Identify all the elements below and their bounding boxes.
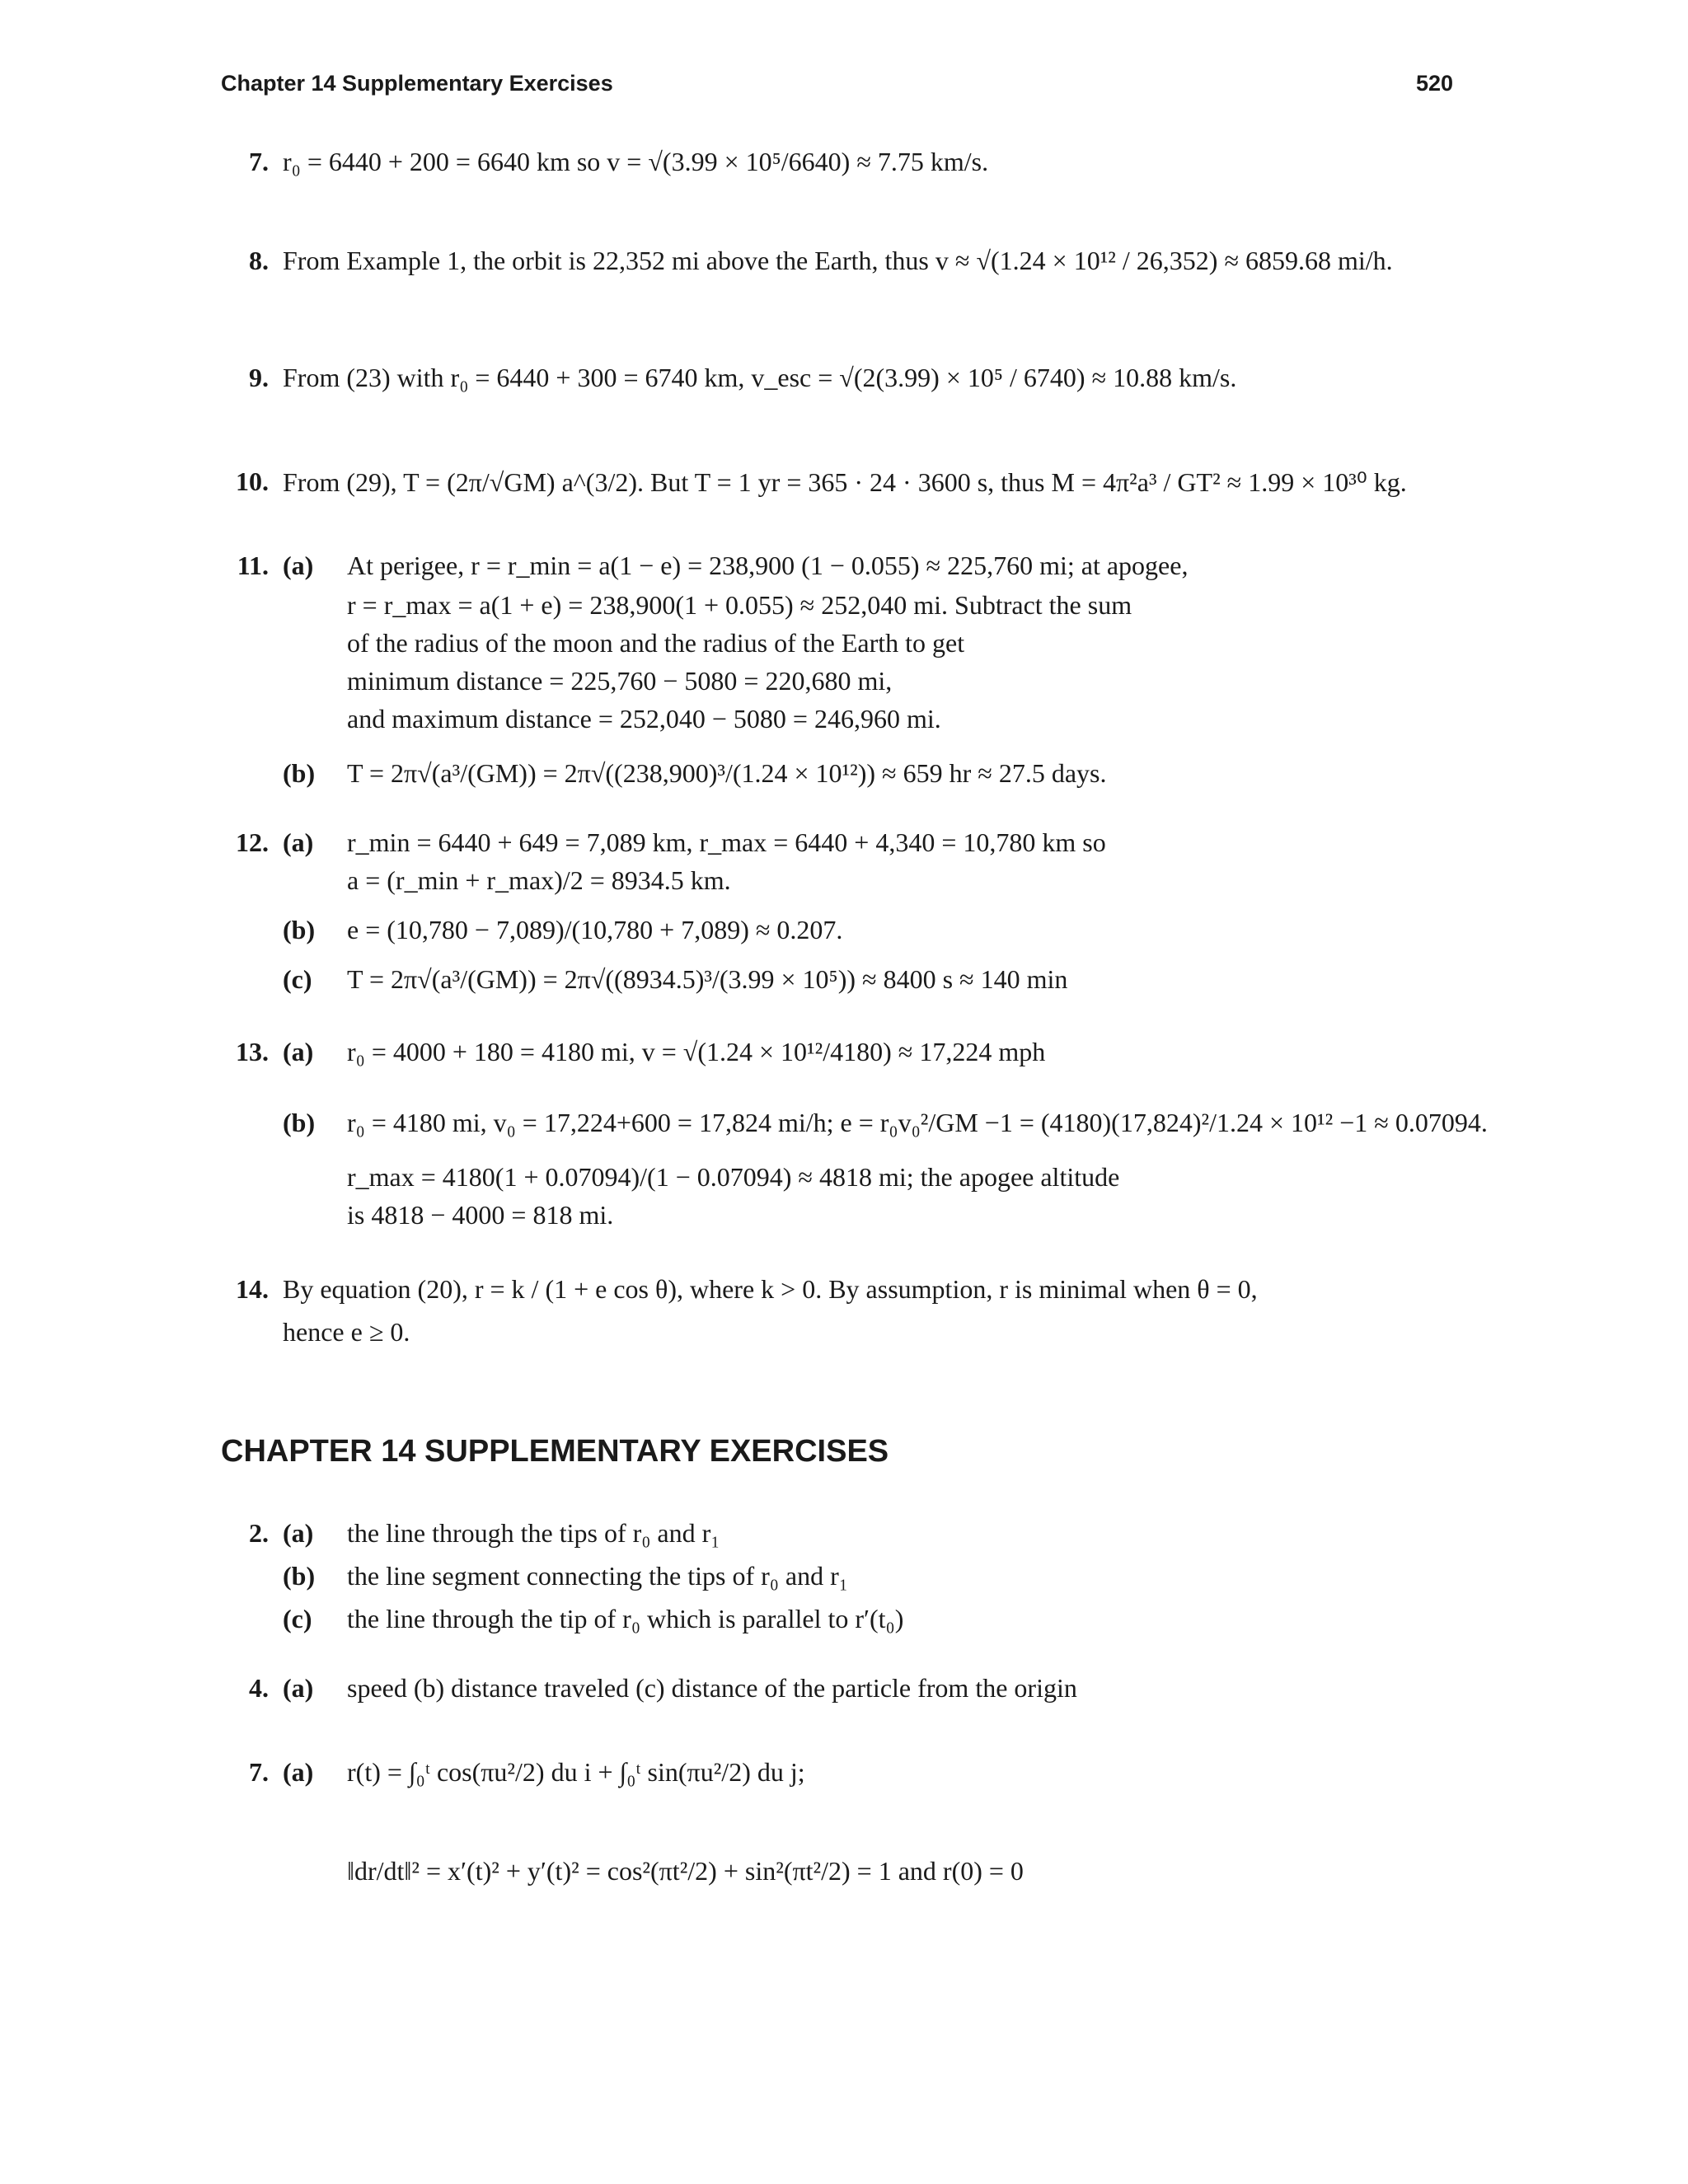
solution-text: r(t) = ∫₀ᵗ cos(πu²/2) du i + ∫₀ᵗ sin(πu²/2) du j;: [347, 1757, 805, 1787]
solution-text: From Example 1, the orbit is 22,352 mi above the Earth, thus v ≈ √(1.24 × 10¹² / 26,352) ≈ 6859.68 mi/h.: [283, 246, 1393, 275]
part-label: (a): [283, 1757, 314, 1787]
running-header-title: Chapter 14 Supplementary Exercises: [221, 71, 613, 96]
solution-text: r₀ = 4180 mi, v₀ = 17,224+600 = 17,824 mi/h; e = r₀v₀²/GM −1 = (4180)(17,824)²/1.24 × 10¹² −1 ≈ 0.07094.: [347, 1108, 1488, 1137]
part-label: (a): [283, 1518, 314, 1548]
exercise-number: 7.: [249, 147, 269, 176]
part-label: (b): [283, 915, 316, 944]
solution-text: a = (r_min + r_max)/2 = 8934.5 km.: [347, 865, 731, 895]
part-label: (a): [283, 1037, 314, 1066]
solution-text: speed (b) distance traveled (c) distance of the particle from the origin: [347, 1673, 1077, 1703]
part-label: (a): [283, 551, 314, 580]
exercise-number: 9.: [249, 363, 269, 392]
exercise-number: 4.: [249, 1673, 269, 1703]
solution-text: T = 2π√(a³/(GM)) = 2π√((238,900)³/(1.24 × 10¹²)) ≈ 659 hr ≈ 27.5 days.: [347, 758, 1107, 788]
exercise-number: 14.: [236, 1274, 269, 1304]
solution-text: of the radius of the moon and the radius of the Earth to get: [347, 628, 965, 658]
solution-text: r₀ = 6440 + 200 = 6640 km so v = √(3.99 × 10⁵/6640) ≈ 7.75 km/s.: [283, 147, 989, 176]
solution-text: minimum distance = 225,760 − 5080 = 220,680 mi,: [347, 666, 893, 696]
solution-text: is 4818 − 4000 = 818 mi.: [347, 1200, 614, 1230]
solution-text: At perigee, r = r_min = a(1 − e) = 238,900 (1 − 0.055) ≈ 225,760 mi; at apogee,: [347, 551, 1189, 580]
solution-text: and maximum distance = 252,040 − 5080 = 246,960 mi.: [347, 704, 941, 733]
part-label: (a): [283, 1673, 314, 1703]
exercise-number: 7.: [249, 1757, 269, 1787]
solution-text: ‖dr/dt‖² = x′(t)² + y′(t)² = cos²(πt²/2) + sin²(πt²/2) = 1 and r(0) = 0: [347, 1856, 1024, 1886]
solution-text: T = 2π√(a³/(GM)) = 2π√((8934.5)³/(3.99 × 10⁵)) ≈ 8400 s ≈ 140 min: [347, 964, 1068, 994]
solution-text: e = (10,780 − 7,089)/(10,780 + 7,089) ≈ 0.207.: [347, 915, 843, 944]
solution-text: By equation (20), r = k / (1 + e cos θ), where k > 0. By assumption, r is minimal when θ = 0,: [283, 1274, 1258, 1304]
solution-text: r_min = 6440 + 649 = 7,089 km, r_max = 6440 + 4,340 = 10,780 km so: [347, 827, 1106, 857]
exercise-number: 13.: [236, 1037, 269, 1066]
solution-text: r₀ = 4000 + 180 = 4180 mi, v = √(1.24 × 10¹²/4180) ≈ 17,224 mph: [347, 1037, 1046, 1066]
page-number: 520: [1416, 71, 1454, 96]
solution-text: the line segment connecting the tips of r₀ and r₁: [347, 1561, 848, 1591]
part-label: (c): [283, 964, 312, 994]
exercise-number: 10.: [236, 466, 269, 496]
solution-text: From (23) with r₀ = 6440 + 300 = 6740 km, v_esc = √(2(3.99) × 10⁵ / 6740) ≈ 10.88 km/s.: [283, 363, 1237, 392]
part-label: (a): [283, 827, 314, 857]
solution-text: From (29), T = (2π/√GM) a^(3/2). But T = 1 yr = 365 · 24 · 3600 s, thus M = 4π²a³ / GT² ≈ 1.99 × 10³⁰ kg.: [283, 467, 1407, 497]
exercise-number: 11.: [237, 551, 269, 580]
part-label: (b): [283, 1108, 316, 1137]
exercise-number: 2.: [249, 1518, 269, 1548]
exercise-number: 8.: [249, 246, 269, 275]
part-label: (b): [283, 758, 316, 788]
solution-text: r_max = 4180(1 + 0.07094)/(1 − 0.07094) ≈ 4818 mi; the apogee altitude: [347, 1162, 1120, 1192]
solution-text: the line through the tip of r₀ which is parallel to r′(t₀): [347, 1604, 904, 1633]
solution-text: r = r_max = a(1 + e) = 238,900(1 + 0.055) ≈ 252,040 mi. Subtract the sum: [347, 590, 1132, 620]
part-label: (b): [283, 1561, 316, 1591]
exercise-number: 12.: [236, 827, 269, 857]
section-heading: CHAPTER 14 SUPPLEMENTARY EXERCISES: [221, 1434, 889, 1469]
solution-text: the line through the tips of r₀ and r₁: [347, 1518, 720, 1548]
part-label: (c): [283, 1604, 312, 1633]
solution-text: hence e ≥ 0.: [283, 1317, 410, 1347]
